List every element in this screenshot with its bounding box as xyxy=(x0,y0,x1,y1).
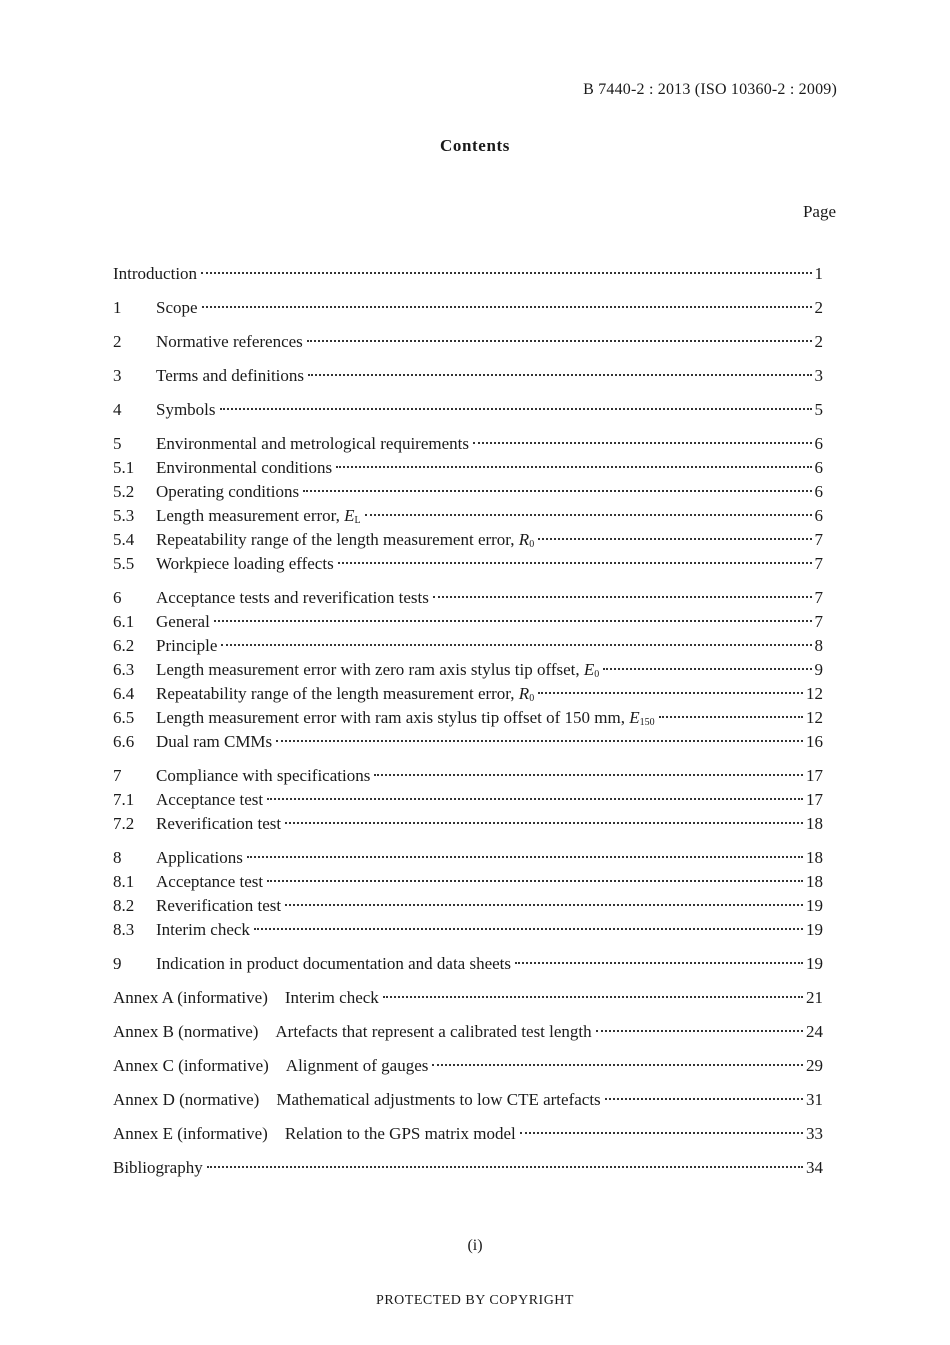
toc-entry-title: Alignment of gauges xyxy=(285,1056,429,1075)
toc-section-number: 3 xyxy=(113,366,122,385)
toc-page-number: 12 xyxy=(806,708,823,727)
toc-section-number: 6.5 xyxy=(113,708,135,727)
toc-entry-title: Bibliography xyxy=(113,1158,203,1177)
toc-page-number: 7 xyxy=(814,612,823,631)
toc-entry-title: Repeatability range of the length measurement error, $R_0$ xyxy=(156,684,535,704)
toc-entry[interactable] xyxy=(113,634,823,658)
toc-entry-title: Compliance with specifications xyxy=(156,766,371,785)
toc-entry[interactable] xyxy=(113,682,823,706)
toc-page-number: 2 xyxy=(814,298,823,317)
toc-section-number: 6.1 xyxy=(113,612,135,631)
toc-dot-leader xyxy=(659,716,803,718)
toc-dot-leader xyxy=(207,1166,803,1168)
toc-dot-leader xyxy=(267,798,803,800)
toc-entry[interactable] xyxy=(113,296,823,320)
toc-page-number: 8 xyxy=(814,636,823,655)
toc-entry-title: Environmental and metrological requirements xyxy=(156,434,469,453)
toc-entry[interactable] xyxy=(113,658,823,682)
toc-dot-leader xyxy=(267,880,803,882)
toc-dot-leader xyxy=(603,668,811,670)
toc-symbol: E xyxy=(344,506,355,525)
toc-section-number: 1 xyxy=(113,298,122,317)
toc-dot-leader xyxy=(383,996,803,998)
toc-symbol: E xyxy=(629,708,640,727)
toc-section-number: 8.1 xyxy=(113,872,135,891)
toc-page-number: 33 xyxy=(806,1124,823,1143)
toc-page-number: 6 xyxy=(814,482,823,501)
toc-page-number: 2 xyxy=(814,332,823,351)
toc-page-number: 12 xyxy=(806,684,823,703)
toc-dot-leader xyxy=(202,306,812,308)
toc-dot-leader xyxy=(307,340,812,342)
toc-dot-leader xyxy=(520,1132,803,1134)
toc-entry-title: Length measurement error with zero ram axis stylus tip offset, $E_0$ xyxy=(156,660,600,680)
toc-annex-label: Annex D (normative) xyxy=(113,1090,260,1109)
toc-page-number: 18 xyxy=(806,848,823,867)
toc-page-number: 16 xyxy=(806,732,823,751)
toc-entry[interactable] xyxy=(113,918,823,942)
toc-entry-title: Length measurement error with ram axis stylus tip offset of 150 mm, $E_{150}$ xyxy=(156,708,655,728)
toc-entry[interactable] xyxy=(113,586,823,610)
toc-section-number: 5.4 xyxy=(113,530,135,549)
toc-annex-label: Annex A (informative) xyxy=(113,988,268,1007)
toc-entry[interactable] xyxy=(113,262,823,286)
toc-entry-title: Symbols xyxy=(156,400,216,419)
toc-page-number: 34 xyxy=(806,1158,823,1177)
toc-entry[interactable] xyxy=(113,764,823,788)
toc-page-number: 3 xyxy=(814,366,823,385)
toc-entry[interactable] xyxy=(113,398,823,422)
toc-symbol-subscript: L xyxy=(354,515,361,526)
toc-entry-title: Operating conditions xyxy=(156,482,300,501)
toc-dot-leader xyxy=(374,774,803,776)
toc-entry-title: Applications xyxy=(156,848,243,867)
table-of-contents xyxy=(113,262,823,1180)
toc-symbol: R xyxy=(518,530,530,549)
toc-entry-title: Reverification test xyxy=(156,896,282,915)
toc-dot-leader xyxy=(605,1098,803,1100)
toc-section-number: 7 xyxy=(113,766,122,785)
toc-page-number: 9 xyxy=(814,660,823,679)
toc-page-number: 6 xyxy=(814,434,823,453)
toc-entry-title: Normative references xyxy=(156,332,303,351)
toc-entry[interactable] xyxy=(113,1020,823,1044)
toc-entry[interactable] xyxy=(113,456,823,480)
toc-page-number: 19 xyxy=(806,954,823,973)
toc-entry-title: General xyxy=(156,612,210,631)
toc-annex-label: Annex B (normative) xyxy=(113,1022,259,1041)
toc-entry[interactable] xyxy=(113,504,823,528)
toc-dot-leader xyxy=(336,466,811,468)
toc-entry-title: Length measurement error, $E_L$ xyxy=(156,506,361,526)
toc-entry-title: Interim check xyxy=(156,920,250,939)
toc-section-number: 5.1 xyxy=(113,458,135,477)
toc-dot-leader xyxy=(221,644,811,646)
toc-dot-leader xyxy=(214,620,812,622)
toc-symbol-subscript: 0 xyxy=(529,539,535,550)
toc-entry-title: Acceptance tests and reverification tests xyxy=(156,588,429,607)
copyright-notice: PROTECTED BY COPYRIGHT xyxy=(376,1293,574,1308)
toc-annex-label: Annex C (informative) xyxy=(113,1056,269,1075)
toc-page-number: 29 xyxy=(806,1056,823,1075)
toc-entry-title: Terms and definitions xyxy=(156,366,305,385)
toc-symbol: R xyxy=(518,684,530,703)
toc-entry[interactable] xyxy=(113,364,823,388)
toc-dot-leader xyxy=(276,740,803,742)
toc-entry[interactable] xyxy=(113,1088,823,1112)
toc-entry[interactable] xyxy=(113,952,823,976)
toc-symbol-subscript: 0 xyxy=(529,693,535,704)
toc-entry[interactable] xyxy=(113,706,823,730)
toc-dot-leader xyxy=(515,962,803,964)
document-header: B 7440-2 : 2013 (ISO 10360-2 : 2009) xyxy=(583,81,837,98)
toc-entry-title: Acceptance test xyxy=(156,790,264,809)
toc-page-number: 24 xyxy=(806,1022,823,1041)
toc-dot-leader xyxy=(538,692,803,694)
toc-page-number: 5 xyxy=(814,400,823,419)
toc-entry-title: Scope xyxy=(156,298,198,317)
toc-page-number: 19 xyxy=(806,920,823,939)
toc-entry[interactable] xyxy=(113,528,823,552)
toc-section-number: 7.2 xyxy=(113,814,135,833)
toc-page-number: 21 xyxy=(806,988,823,1007)
toc-entry[interactable] xyxy=(113,480,823,504)
toc-entry-title: Introduction xyxy=(113,264,198,283)
toc-dot-leader xyxy=(538,538,811,540)
toc-page-number: 6 xyxy=(814,458,823,477)
toc-entry[interactable] xyxy=(113,894,823,918)
toc-entry[interactable] xyxy=(113,610,823,634)
toc-dot-leader xyxy=(596,1030,803,1032)
toc-dot-leader xyxy=(303,490,811,492)
toc-entry-title: Reverification test xyxy=(156,814,282,833)
toc-symbol: E xyxy=(583,660,595,679)
toc-entry-title: Mathematical adjustments to low CTE artefacts xyxy=(276,1090,601,1109)
toc-section-number: 8.3 xyxy=(113,920,135,939)
toc-dot-leader xyxy=(308,374,811,376)
toc-section-number: 9 xyxy=(113,954,122,973)
toc-section-number: 6.4 xyxy=(113,684,135,703)
toc-section-number: 8 xyxy=(113,848,122,867)
toc-entry[interactable] xyxy=(113,1156,823,1180)
toc-page-number: 19 xyxy=(806,896,823,915)
toc-entry-title: Workpiece loading effects xyxy=(156,554,334,573)
page-column-label: Page xyxy=(802,202,836,221)
toc-annex-label: Annex E (informative) xyxy=(113,1124,268,1143)
toc-entry[interactable] xyxy=(113,846,823,870)
toc-entry[interactable] xyxy=(113,870,823,894)
toc-dot-leader xyxy=(433,596,812,598)
toc-entry[interactable] xyxy=(113,788,823,812)
toc-symbol-subscript: 0 xyxy=(594,669,600,680)
toc-page-number: 18 xyxy=(806,872,823,891)
toc-entry-title: Interim check xyxy=(284,988,379,1007)
toc-page-number: 7 xyxy=(814,530,823,549)
toc-section-number: 6.3 xyxy=(113,660,135,679)
toc-dot-leader xyxy=(473,442,812,444)
toc-page-number: 1 xyxy=(814,264,823,283)
toc-entry-title: Indication in product documentation and data sheets xyxy=(156,954,512,973)
toc-section-number: 6 xyxy=(113,588,122,607)
toc-section-number: 5.3 xyxy=(113,506,135,525)
toc-section-number: 5 xyxy=(113,434,122,453)
toc-page-number: 18 xyxy=(806,814,823,833)
toc-page-number: 17 xyxy=(806,790,823,809)
toc-page-number: 7 xyxy=(814,588,823,607)
toc-dot-leader xyxy=(247,856,803,858)
toc-dot-leader xyxy=(220,408,812,410)
toc-entry-title: Environmental conditions xyxy=(156,458,333,477)
toc-section-number: 2 xyxy=(113,332,122,351)
toc-entry[interactable] xyxy=(113,986,823,1010)
toc-entry-title: Acceptance test xyxy=(156,872,264,891)
toc-entry-title: Repeatability range of the length measurement error, $R_0$ xyxy=(156,530,535,550)
toc-dot-leader xyxy=(338,562,812,564)
toc-entry-title: Artefacts that represent a calibrated test length xyxy=(275,1022,592,1041)
toc-dot-leader xyxy=(201,272,811,274)
toc-dot-leader xyxy=(254,928,803,930)
toc-page-number: 31 xyxy=(806,1090,823,1109)
toc-entry[interactable] xyxy=(113,812,823,836)
toc-dot-leader xyxy=(285,904,803,906)
toc-page-number: 7 xyxy=(814,554,823,573)
toc-entry-title: Principle xyxy=(156,636,218,655)
toc-entry[interactable] xyxy=(113,1122,823,1146)
toc-section-number: 7.1 xyxy=(113,790,135,809)
toc-section-number: 6.2 xyxy=(113,636,135,655)
toc-dot-leader xyxy=(365,514,812,516)
toc-symbol-subscript: 150 xyxy=(639,717,655,728)
page-title: Contents xyxy=(440,136,510,155)
footer-page-number: (i) xyxy=(467,1237,483,1254)
toc-section-number: 4 xyxy=(113,400,122,419)
toc-entry[interactable] xyxy=(113,432,823,456)
toc-dot-leader xyxy=(432,1064,803,1066)
toc-section-number: 5.2 xyxy=(113,482,135,501)
toc-dot-leader xyxy=(285,822,803,824)
toc-entry[interactable] xyxy=(113,1054,823,1078)
toc-entry-title: Relation to the GPS matrix model xyxy=(284,1124,516,1143)
toc-entry-title: Dual ram CMMs xyxy=(156,732,273,751)
toc-section-number: 8.2 xyxy=(113,896,135,915)
toc-page-number: 17 xyxy=(806,766,823,785)
toc-section-number: 6.6 xyxy=(113,732,135,751)
toc-entry[interactable] xyxy=(113,330,823,354)
toc-page-number: 6 xyxy=(814,506,823,525)
toc-section-number: 5.5 xyxy=(113,554,135,573)
